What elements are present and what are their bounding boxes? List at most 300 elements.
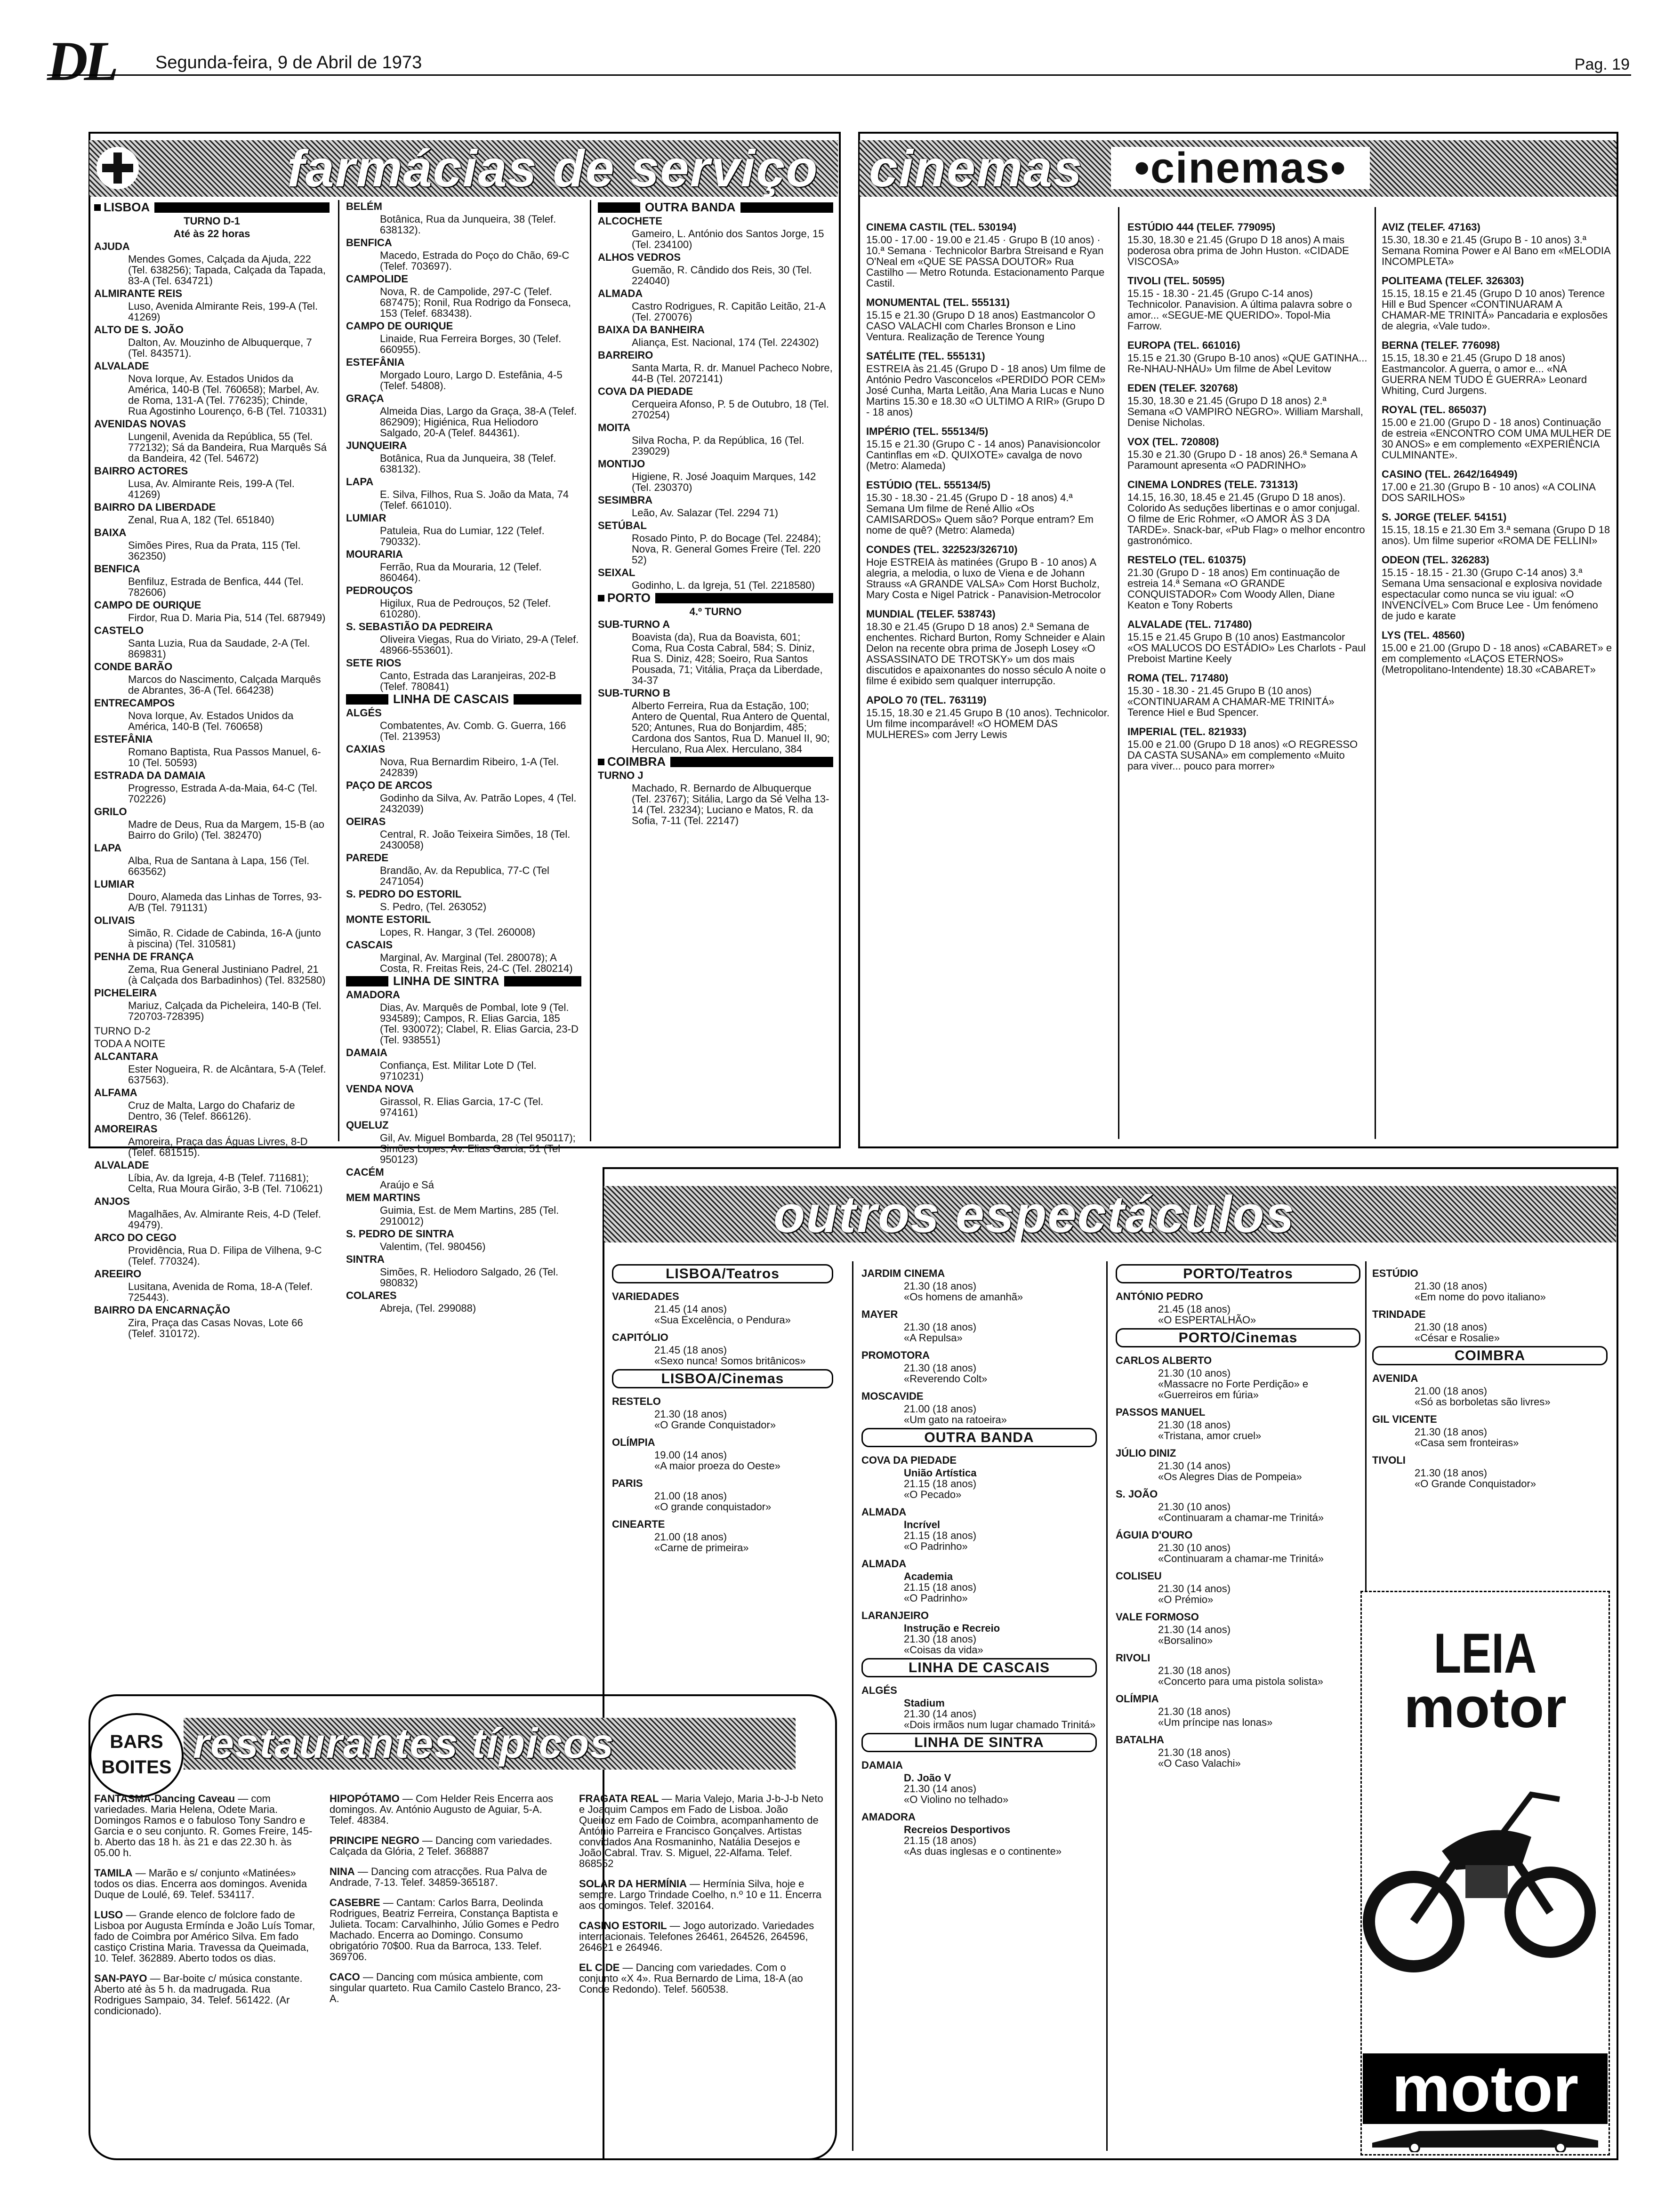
restaurant-name: TAMILA [94,1867,133,1879]
show-detail: 21.45 (18 anos) [654,1344,727,1356]
show-detail: 21.30 (18 anos) [1158,1419,1231,1431]
pharmacy-entry: Líbia, Av. da Igreja, 4-B (Telef. 711681); Celta, Rua Moura Girão, 3-B (Tel. 710621) [128,1172,323,1194]
farmacias-column-2 [346,200,581,1315]
pharmacy-area: BAIRRO ACTORES [94,465,188,477]
cinema-listing: 15.30 - 18.30 - 21.45 (Grupo D - 18 anos) 4.ª Semana Um filme de René Allio «Os CAMISARDOS» Quem são? Porque entram? Em nome de quê? (Metro: Alameda) [866,492,1094,536]
ad-motor-logo: motor [1363,2053,1608,2124]
show-detail: 21.30 (14 anos) [1158,1460,1231,1472]
pharmacy-area: AVENIDAS NOVAS [94,418,186,430]
venue-name: OLÍMPIA [1116,1693,1159,1705]
venue-name: TIVOLI [1372,1454,1406,1466]
show-detail: 21.30 (18 anos) [904,1362,977,1374]
pharmacy-area: CAMPO DE OURIQUE [94,599,201,611]
pharmacy-entry: Morgado Louro, Largo D. Estefânia, 4-5 (Telef. 54808). [380,369,563,392]
pharmacy-entry: Godinho da Silva, Av. Patrão Lopes, 4 (Tel. 2432039) [380,792,577,815]
issue-date: Segunda-feira, 9 de Abril de 1973 [155,53,422,72]
show-detail: «Um príncipe nas lonas» [1158,1716,1273,1728]
farmacias-column-1 [94,200,330,1341]
cinema-name: APOLO 70 (TEL. 763119) [866,694,987,706]
pharmacy-area: S. PEDRO DO ESTORIL [346,888,462,900]
cinema-listing: ESTREIA às 21.45 (Grupo D - 18 anos) Um filme de António Pedro Vasconcelos «PERDIDO POR CEM» José Cunha, Marta Leitão, Ana Maria Lucas e Nuno Martins 15.30 e 18.30 «O ÚLTIMO A RIR» (Grupo D - 18 anos) [866,363,1106,418]
venue-name: ESTÚDIO [1372,1267,1418,1279]
cinema-listing: 15.30, 18.30 e 21.45 (Grupo D 18 anos) 2.ª Semana «O VAMPIRO NEGRO». William Marshall, Denise Nicholas. [1127,395,1363,428]
pharmacy-area: AREEIRO [94,1268,142,1280]
restaurantes-column-1 [94,1793,320,2026]
venue-name: PROMOTORA [861,1349,930,1361]
cinema-listing: 17.00 e 21.30 (Grupo B - 10 anos) «A COLINA DOS SARILHOS» [1382,481,1595,504]
pharmacy-area: ALGÉS [346,707,382,719]
restaurant-entry: CACO — Dancing com música ambiente, com singular quarteto. Rua Camilo Castelo Branco, 23-A. [330,1971,561,2004]
venue-name: VARIEDADES [612,1290,679,1302]
restaurant-entry: FRAGATA REAL — Maria Valejo, Maria J-b-J-b Neto e Joaquim Campos em Fado de Lisboa. João Queiroz em Fado de Coimbra, acompanhamento de António Parreira e Francisco Gonçalves. Artistas convidados Ana Rosmaninho, Natália Desejos e João Cabral. Trav. S. Miguel, 22-Alfama. Telef. 868552 [579,1793,823,1869]
show-detail: 19.00 (14 anos) [654,1449,727,1461]
restaurant-description: Cantam: Carlos Barra, Deolinda Rodrigues, Beatriz Ferreira, Constança Baptista e Julieta. Tocam: Carvalhinho, Júlio Gomes e Pedro Machado. Encerra ao Domingo. Consumo obrigatório 70$00. Rua da Barroca, 133. Telef. 369706. [330,1897,559,1963]
pharmacy-area: PAÇO DE ARCOS [346,779,433,791]
pharmacy-area: BAIXA [94,527,127,538]
pharmacy-area: ENTRECAMPOS [94,697,175,709]
show-detail: «O Caso Valachi» [1158,1757,1241,1769]
show-detail: D. João V [904,1772,951,1784]
pharmacy-area: COLARES [346,1290,397,1301]
restaurantes-banner [184,1718,796,1770]
venue-name: RIVOLI [1116,1652,1150,1664]
pharmacy-entry: Zira, Praça das Casas Novas, Lote 66 (Telef. 310172). [128,1317,303,1339]
pharmacy-entry: Providência, Rua D. Filipa de Vilhena, 9-C (Telef. 770324). [128,1244,322,1267]
show-detail: «Os homens de amanhã» [904,1291,1023,1303]
pharmacy-area: MONTIJO [598,458,645,470]
pharmacy-area: AJUDA [94,240,130,252]
pharmacy-area: CAXIAS [346,743,386,755]
cinema-listing: 15.00 e 21.00 (Grupo D 18 anos) «O REGRESSO DA CASTA SUSANA» em complemento «Muito para viver... pouco para morrer» [1127,738,1358,772]
pharmacy-entry: Madre de Deus, Rua da Margem, 15-B (ao Bairro do Grilo) (Tel. 382470) [128,818,324,841]
cinema-name: CASINO (TEL. 2642/164949) [1382,468,1518,480]
venue-name: CARLOS ALBERTO [1116,1354,1212,1366]
cinema-name: ROMA (TEL. 717480) [1127,672,1229,684]
venue-name: VALE FORMOSO [1116,1611,1199,1623]
pharmacy-area: OLIVAIS [94,914,135,926]
restaurant-entry: SOLAR DA HERMÍNIA — Hermínia Silva, hoje e sempre. Largo Trindade Coelho, n.º 10 e 11. Encerra aos domingos. Telef. 320164. [579,1878,822,1911]
cinema-name: EUROPA (TEL. 661016) [1127,339,1240,351]
pharmacy-entry: Abreja, (Tel. 299088) [380,1302,476,1314]
restaurant-name: SAN-PAYO [94,1972,147,1984]
pharmacy-area: SUB-TURNO A [598,618,670,630]
cinema-listing: 14.15, 16.30, 18.45 e 21.45 (Grupo D 18 anos). Colorido As seduções libertinas e o amor conjugal. O filme de Eric Rohmer, «O AMOR ÀS 3 DA TARDE». Snack-bar, «Pub Flag» o melhor encontro gastronómico. [1127,491,1365,546]
pharmacy-entry: Guemão, R. Cândido dos Reis, 30 (Tel. 224040) [632,264,812,287]
cinema-name: IMPÉRIO (TEL. 555134/5) [866,425,989,437]
cinema-listing: 15.00 e 21.00 (Grupo D - 18 anos) Continuação de estreia «ENCONTRO COM UMA MULHER DE 30 ANOS» e em complemento «EXPERIÊNCIA CULMINANTE». [1382,417,1611,461]
show-detail: «As duas inglesas e o continente» [904,1845,1062,1857]
show-detail: «O Padrinho» [904,1592,968,1604]
restaurant-description: Dancing com variedades. Com o conjunto «X 4». Rua Bernardo de Lima, 18-A (ao Conde Redondo). Telef. 560538. [579,1962,803,1995]
venue-name: AVENIDA [1372,1372,1418,1384]
pharmacy-cross-icon [97,147,139,189]
pharmacy-entry: Girassol, R. Elias Garcia, 17-C (Tel. 974161) [380,1096,544,1118]
turno-d2-hours: TODA A NOITE [94,1038,166,1050]
cinema-name: CINEMA CASTIL (TEL. 530194) [866,221,1017,233]
pharmacy-entry: Oliveira Viegas, Rua do Viriato, 29-A (Telef. 48966-553601). [380,633,579,656]
pharmacy-area: BENFICA [94,563,140,575]
pharmacy-area: GRILO [94,806,127,817]
pharmacy-area: CASCAIS [346,939,393,951]
venue-name: RESTELO [612,1395,661,1407]
show-detail: 21.30 (18 anos) [1415,1321,1488,1333]
restaurant-name: NINA [330,1866,355,1877]
show-detail: 21.30 (18 anos) [1415,1467,1488,1479]
show-detail: 21.00 (18 anos) [904,1403,977,1415]
outros-banner-text: outros espectáculos [773,1186,1295,1242]
pharmacy-entry: Firdor, Rua D. Maria Pia, 514 (Tel. 687949) [128,612,326,624]
pharmacy-area: CAMPOLIDE [346,273,408,285]
restaurant-description: com variedades. Maria Helena, Odete Maria. Domingos Ramos e o fabuloso Tony Sandro e Garcia e o seu conjunto. R. Gomes Freire, 145-b. Aberto das 18 h. às 21 e das 22.30 h. às 05.00 h. [94,1793,313,1859]
turno-d2: TURNO D-2 [94,1025,151,1037]
pharmacy-entry: Guimia, Est. de Mem Martins, 285 (Tel. 2910012) [380,1204,559,1227]
cinema-listing: 15.15 - 18.15 - 21.30 (Grupo C-14 anos) 3.ª Semana Uma sensacional e explosiva novidade espectacular como nunca se viu igual: «O INVENCÍVEL» Com Bruce Lee - Um fenómeno de judo e karate [1382,567,1602,622]
pharmacy-area: BAIRRO DA ENCARNAÇÃO [94,1304,230,1316]
cinema-name: ESTÚDIO (TEL. 555134/5) [866,479,991,491]
pharmacy-area: CAMPO DE OURIQUE [346,320,453,332]
pharmacy-area: CACÉM [346,1166,384,1178]
restaurant-description: Marão e s/ conjunto «Matinées» todos os dias. Encerra aos domingos. Avenida Duque de Loulé, 69. Telef. 534117. [94,1867,307,1900]
pharmacy-area: BELÉM [346,200,382,212]
venue-name: ALGÉS [861,1684,897,1696]
ad-motor-text: motor [1404,1675,1567,1739]
linha-cascais-heading: LINHA DE CASCAIS [346,694,581,705]
pharmacy-entry: Nova Iorque, Av. Estados Unidos da América, 140-B (Tel. 760658) [128,710,294,732]
venue-name: LARANJEIRO [861,1610,929,1621]
cinema-name: AVIZ (TELEF. 47163) [1382,221,1480,233]
pharmacy-area: MEM MARTINS [346,1192,420,1203]
outros-banner [604,1186,1616,1242]
coimbra-heading: COIMBRA [1372,1346,1608,1365]
pharmacy-area: VENDA NOVA [346,1083,414,1095]
cinema-listing: 15.15 e 21.30 (Grupo B-10 anos) «QUE GATINHA... Re-NHAU-NHAU» Um filme de Abel Levitow [1127,352,1367,375]
restaurant-description: Grande elenco de folclore fado de Lisboa por Augusta Ermínda e João Luís Tomar, fado de Coimbra por Américo Silva. Em fado castiço Cristina Maria. Travessa da Queimada, 10. Telef. 362889. Aberto todos os dias. [94,1909,315,1964]
pharmacy-area: ESTEFÂNIA [94,733,153,745]
pharmacy-entry: Amoreira, Praça das Águas Livres, 8-D (Telef. 681515). [128,1136,308,1158]
pharmacy-entry: Santa Marta, R. dr. Manuel Pacheco Nobre, 44-B (Tel. 2072141) [632,362,833,385]
show-detail: «Sua Excelência, o Pendura» [654,1314,791,1326]
cinema-listing: 15.15, 18.30 e 21.45 Grupo B (10 anos). Technicolor. Um filme incomparável! «O HOMEM DAS MULHERES» com Jerry Lewis [866,707,1110,740]
pharmacy-entry: Cruz de Malta, Largo do Chafariz de Dentro, 36 (Telef. 866126). [128,1099,295,1122]
restaurant-entry: PRINCIPE NEGRO — Dancing com variedades. Calçada da Glória, 2 Telef. 368887 [330,1835,553,1857]
pharmacy-area: S. PEDRO DE SINTRA [346,1228,454,1240]
pharmacy-entry: E. Silva, Filhos, Rua S. João da Mata, 74 (Telef. 661010). [380,489,569,511]
show-detail: 21.30 (18 anos) [1158,1747,1231,1758]
show-detail: 21.15 (18 anos) [904,1478,977,1490]
pharmacy-area: ARCO DO CEGO [94,1232,177,1243]
lisboa-heading: LISBOA [94,202,330,213]
venue-name: PARIS [612,1477,643,1489]
pharmacy-area: GRAÇA [346,393,384,404]
show-detail: 21.30 (14 anos) [904,1783,977,1795]
outros-column-3 [1116,1261,1360,1769]
restaurant-name: FANTASMA-Dancing Caveau [94,1793,235,1804]
pharmacy-entry: Linaide, Rua Ferreira Borges, 30 (Telef. 660955). [380,333,562,355]
linha-sintra-heading: LINHA DE SINTRA [346,976,581,986]
pharmacy-area: BARREIRO [598,349,653,361]
cinema-name: SATÉLITE (TEL. 555131) [866,350,985,362]
outros-column-4 [1372,1261,1608,1489]
show-detail: «Tristana, amor cruel» [1158,1430,1262,1442]
pharmacy-entry: Botânica, Rua da Junqueira, 38 (Telef. 638132). [380,452,556,475]
pharmacy-area: SESIMBRA [598,494,653,506]
cinemas-banner-text: cinemas [869,140,1083,197]
linha-sintra-heading: LINHA DE SINTRA [861,1733,1097,1752]
pharmacy-entry: Ester Nogueira, R. de Alcântara, 5-A (Telef. 637563). [128,1063,326,1086]
page-number: Pag. 19 [1574,56,1630,73]
show-detail: «Continuaram a chamar-me Trinitá» [1158,1553,1324,1564]
venue-name: JÚLIO DINIZ [1116,1447,1176,1459]
pharmacy-area: MOITA [598,422,631,433]
venue-name: MOSCAVIDE [861,1390,924,1402]
restaurant-entry: SAN-PAYO — Bar-boite c/ música constante. Aberto até às 5 h. da madrugada. Rua Rodrigues Sampaio, 34. Telef. 561422. (Ar condicionado). [94,1972,303,2017]
pharmacy-entry: Simão, R. Cidade de Cabinda, 16-A (junto à piscina) (Tel. 310581) [128,927,321,950]
show-detail: 21.00 (18 anos) [654,1531,727,1543]
cinema-listing: 15.15, 18.15 e 21.30 Em 3.ª semana (Grupo D 18 anos). Um filme superior «ROMA DE FELLINI» [1382,524,1610,546]
show-detail: «O Padrinho» [904,1540,968,1552]
pharmacy-area: LUMIAR [94,878,135,890]
pharmacy-entry: Gil, Av. Miguel Bombarda, 28 (Tel 950117); Simões Lopes, Av. Elias Garcia, 51 (Tel 950123) [380,1132,576,1165]
pharmacy-area: ALTO DE S. JOÃO [94,324,184,336]
pharmacy-entry: Mendes Gomes, Calçada da Ajuda, 222 (Tel. 638256); Tapada, Calçada da Tapada, 83-A (Tel. 634721) [128,253,326,287]
show-detail: 21.30 (10 anos) [1158,1501,1231,1513]
restaurant-entry: EL CIDE — Dancing com variedades. Com o conjunto «X 4». Rua Bernardo de Lima, 18-A (ao Conde Redondo). Telef. 560538. [579,1962,803,1995]
cinema-listing: 15.00 e 21.00 (Grupo D - 18 anos) «CABARET» e em complemento «LAÇOS ETERNOS» (Metropolitano-Intendente) 18.30 «CABARET» [1382,642,1612,675]
pharmacy-entry: Canto, Estrada das Laranjeiras, 202-B (Telef. 780841) [380,670,556,692]
cinema-name: BERNA (TELEF. 776098) [1382,339,1500,351]
show-detail: «Em nome do povo italiano» [1415,1291,1546,1303]
venue-name: ALMADA [861,1506,907,1518]
cinema-listing: 15.00 - 17.00 - 19.00 e 21.45 · Grupo B (10 anos) · 10.ª Semana · Technicolor Barbra Streisand e Ryan O'Neal em «QUE SE PASSA DOUTOR» Rua Castilho — Metro Rotunda. Estacionamento Parque Castil. [866,234,1105,289]
restaurant-name: CASINO ESTORIL [579,1920,667,1931]
pharmacy-area: S. SEBASTIÃO DA PEDREIRA [346,621,493,633]
cinema-name: ALVALADE (TEL. 717480) [1127,618,1252,630]
pharmacy-area: PICHELEIRA [94,987,157,999]
restaurant-entry: CASEBRE — Cantam: Carlos Barra, Deolinda Rodrigues, Beatriz Ferreira, Constança Baptista e Julieta. Tocam: Carvalhinho, Júlio Gomes e Pedro Machado. Encerra ao Domingo. Consumo obrigatório 70$00. Rua da Barroca, 133. Telef. 369706. [330,1897,559,1963]
show-detail: «César e Rosalie» [1415,1332,1500,1344]
show-detail: União Artística [904,1467,977,1479]
pharmacy-entry: Castro Rodrigues, R. Capitão Leitão, 21-A (Tel. 270076) [632,300,825,323]
restaurant-name: CACO [330,1971,360,1983]
venue-name: ÁGUIA D'OURO [1116,1529,1193,1541]
venue-name: BATALHA [1116,1734,1165,1746]
pharmacy-area: ALHOS VEDROS [598,251,681,263]
show-detail: «Só as borboletas são livres» [1415,1396,1551,1408]
show-detail: 21.30 (18 anos) [1158,1665,1231,1676]
pharmacy-area: ANJOS [94,1195,130,1207]
pharmacy-area: CASTELO [94,625,144,636]
pharmacy-entry: Nova Iorque, Av. Estados Unidos da América, 140-B (Tel. 760658); Marbel, Av. de Roma, 131-A (Tel. 776235); Chinde, Rua Agostinho Lourenço, 6-B (Tel. 710331) [128,373,327,417]
venue-name: CINEARTE [612,1518,665,1530]
show-detail: 21.30 (18 anos) [1415,1426,1488,1438]
pharmacy-area: JUNQUEIRA [346,440,407,451]
restaurantes-banner-text: restaurantes típicos [193,1720,615,1767]
show-detail: «Continuaram a chamar-me Trinitá» [1158,1512,1324,1523]
column-divider [338,200,339,1141]
restaurant-description: Maria Valejo, Maria J-b-J-b Neto e Joaquim Campos em Fado de Lisboa. João Queiroz em Fado de Coimbra, acompanhamento de António Parreira e Francisco Gonçalves. Artistas convidados Ana Rosmaninho, Natália Desejos e João Cabral. Trav. S. Miguel, 22-Alfama. Telef. 868552 [579,1793,823,1869]
porto-turno: 4.º TURNO [689,606,742,617]
show-detail: «Casa sem fronteiras» [1415,1437,1519,1449]
column-divider [1118,207,1119,1139]
cinema-name: S. JORGE (TELEF. 54151) [1382,511,1507,523]
restaurantes-column-2 [330,1793,570,2013]
pharmacy-entry: Godinho, L. da Igreja, 51 (Tel. 2218580) [632,579,815,591]
show-detail: Academia [904,1571,953,1582]
pharmacy-area: AMADORA [346,989,400,1001]
pharmacy-area: AMOREIRAS [94,1123,158,1135]
cinema-listing: 15.30 - 18.30 - 21.45 Grupo B (10 anos) «CONTINUARAM A CHAMAR-ME TRINITÁ» Terence Hiel e Bud Spencer. [1127,685,1335,718]
column-divider [1375,207,1376,1139]
pharmacy-area: BENFICA [346,237,392,248]
cinema-name: VOX (TEL. 720808) [1127,436,1219,448]
show-detail: 21.30 (14 anos) [904,1708,977,1720]
pharmacy-area: CONDE BARÃO [94,661,173,673]
motorcycle-illustration [1362,1743,1607,1988]
cinema-name: ESTÚDIO 444 (TELEF. 779095) [1127,221,1276,233]
show-detail: «Concerto para uma pistola solista» [1158,1675,1323,1687]
pharmacy-area: LAPA [346,476,374,488]
show-detail: 21.30 (10 anos) [1158,1367,1231,1379]
show-detail: 21.30 (10 anos) [1158,1542,1231,1554]
venue-name: CAPITÓLIO [612,1331,668,1343]
porto-teatros-heading: PORTO/Teatros [1116,1264,1360,1283]
restaurant-name: CASEBRE [330,1897,380,1908]
pharmacy-entry: Mariuz, Calçada da Picheleira, 140-B (Tel. 720703-728395) [128,1000,322,1022]
show-detail: 21.00 (18 anos) [654,1490,727,1502]
pharmacy-area: ALCOCHETE [598,215,662,227]
pharmacy-area: ESTEFÂNIA [346,356,405,368]
restaurant-description: Dancing com variedades. Calçada da Glória, 2 Telef. 368887 [330,1835,553,1857]
cinema-name: IMPERIAL (TEL. 821933) [1127,726,1247,737]
venue-name: PASSOS MANUEL [1116,1406,1206,1418]
restaurant-entry: TAMILA — Marão e s/ conjunto «Matinées» todos os dias. Encerra aos domingos. Avenida Duque de Loulé, 69. Telef. 534117. [94,1867,307,1900]
restaurant-entry: HIPOPÓTAMO — Com Helder Reis Encerra aos domingos. Av. António Augusto de Aguiar, 5-A. Telef. 48384. [330,1793,554,1826]
lisboa-cinemas-heading: LISBOA/Cinemas [612,1369,833,1388]
cinema-listing: Hoje ESTREIA às matinées (Grupo B - 10 anos) A alegria, a melodia, o luxo de Viena e de Johann Strauss «A GRANDE VALSA» Com Horst Bucholz, Mary Costa e Nigel Patrick - Panavision-Metrocolor [866,556,1101,601]
show-detail: «O grande conquistador» [654,1501,772,1513]
pharmacy-entry: Alberto Ferreira, Rua da Estação, 100; Antero de Quental, Rua Antero de Quental, 520; Antunes, Rua do Bonjardim, 485; Cardona dos Santos, Rua D. Manuel II, 90; Herculano, Rua Alex. Herculano, 384 [632,700,830,755]
show-detail: 21.30 (18 anos) [1415,1280,1488,1292]
pharmacy-area: QUELUZ [346,1119,389,1131]
pharmacy-entry: Lungenil, Avenida da República, 55 (Tel. 772132); Sá da Bandeira, Rua Marquês Sá da Bandeira, 42 (Tel. 54672) [128,431,327,464]
pharmacy-entry: Benfiluz, Estrada de Benfica, 444 (Tel. 782606) [128,576,304,598]
pharmacy-area: ESTRADA DA DAMAIA [94,769,206,781]
pharmacy-entry: Luso, Avenida Almirante Reis, 199-A (Tel. 41269) [128,300,318,323]
pharmacy-entry: Boavista (da), Rua da Boavista, 601; Coma, Rua Costa Cabral, 584; S. Diniz, Rua S. Diniz, 428; Soeiro, Rua Santos Pousada, 71; Vitália, Praça da Liberdade, 34-37 [632,631,823,686]
turno-d1-hours: Até às 22 horas [173,228,250,240]
restaurant-name: EL CIDE [579,1962,620,1973]
turno-d1: TURNO D-1 [184,215,240,227]
cinema-name: CINEMA LONDRES (TELE. 731313) [1127,479,1298,490]
show-detail: 21.30 (18 anos) [904,1633,977,1645]
venue-name: COLISEU [1116,1570,1162,1582]
cinema-name: POLITEAMA (TELEF. 326303) [1382,275,1524,287]
pharmacy-area: MONTE ESTORIL [346,914,431,925]
venue-name: COVA DA PIEDADE [861,1454,957,1466]
pharmacy-entry: Confiança, Est. Militar Lote D (Tel. 9710231) [380,1059,537,1082]
show-detail: Incrível [904,1519,941,1531]
cinema-name: LYS (TEL. 48560) [1382,629,1465,641]
pharmacy-area: ALVALADE [94,360,149,372]
pharmacy-entry: Simões, R. Heliodoro Salgado, 26 (Tel. 980832) [380,1266,559,1289]
restaurant-entry: CASINO ESTORIL — Jogo autorizado. Variedades internacionais. Telefones 26461, 264526, 264596, 264621 e 264946. [579,1920,814,1953]
pharmacy-area: SEIXAL [598,567,635,578]
restaurant-description: Dancing com atracções. Rua Palva de Andrade, 7-13. Telef. 34859-365187. [330,1866,547,1888]
farmacias-banner [89,140,838,197]
pharmacy-entry: S. Pedro, (Tel. 263052) [380,901,487,913]
pharmacy-area: BAIRRO DA LIBERDADE [94,501,216,513]
venue-name: TRINDADE [1372,1308,1426,1320]
pharmacy-entry: Combatentes, Av. Comb. G. Guerra, 166 (Tel. 213953) [380,720,566,742]
show-detail: «O Violino no telhado» [904,1794,1009,1805]
restaurantes-column-3 [579,1793,824,2004]
show-detail: Instrução e Recreio [904,1622,1000,1634]
pharmacy-entry: Marginal, Av. Marginal (Tel. 280078); A Costa, R. Freitas Reis, 24-C (Tel. 280214) [380,952,573,974]
pharmacy-entry: Brandão, Av. da Republica, 77-C (Tel 2471054) [380,865,549,887]
pharmacy-entry: Aliança, Est. Nacional, 174 (Tel. 224302) [632,337,819,348]
porto-heading: PORTO [598,593,833,603]
pharmacy-area: MOURARIA [346,548,403,560]
cinema-listing: 15.15, 18.30 e 21.45 (Grupo D 18 anos) Eastmancolor. A guerra, o amor e... «NA GUERRA NEM TUDO É GUERRA» Leonard Whiting, Curd Jurgens. [1382,352,1587,396]
pharmacy-entry: Gameiro, L. António dos Santos Jorge, 15 (Tel. 234100) [632,228,824,250]
show-detail: 21.45 (18 anos) [1158,1303,1231,1315]
restaurant-entry: LUSO — Grande elenco de folclore fado de Lisboa por Augusta Ermínda e João Luís Tomar, fado de Coimbra por Américo Silva. Em fado castiço Cristina Maria. Travessa da Queimada, 10. Telef. 362889. Aberto todos os dias. [94,1909,315,1964]
restaurant-description: Jogo autorizado. Variedades internacionais. Telefones 26461, 264526, 264596, 264621 e 264946. [579,1920,814,1953]
pharmacy-entry: Macedo, Estrada do Poço do Chão, 69-C (Telef. 703697). [380,249,570,272]
show-detail: 21.30 (18 anos) [1158,1706,1231,1717]
show-detail: «Reverendo Colt» [904,1373,988,1385]
pharmacy-entry: Romano Baptista, Rua Passos Manuel, 6-10 (Tel. 50593) [128,746,321,769]
show-detail: «O ESPERTALHÃO» [1158,1314,1256,1326]
farmacias-banner-text: farmácias de serviço [287,140,819,197]
show-detail: «Um gato na ratoeira» [904,1414,1007,1426]
restaurant-entry: FANTASMA-Dancing Caveau — com variedades. Maria Helena, Odete Maria. Domingos Ramos e o fabuloso Tony Sandro e Garcia e o seu conjunto. R. Gomes Freire, 145-b. Aberto das 18 h. às 21 e das 22.30 h. às 05.00 h. [94,1793,313,1859]
cinema-name: MUNDIAL (TELEF. 538743) [866,608,996,620]
pharmacy-entry: Santa Luzia, Rua da Saudade, 2-A (Tel. 869831) [128,637,310,660]
pharmacy-entry: Higilux, Rua de Pedrouços, 52 (Telef. 610280). [380,597,551,620]
restaurant-description: Com Helder Reis Encerra aos domingos. Av. António Augusto de Aguiar, 5-A. Telef. 48384. [330,1793,554,1826]
restaurant-entry: NINA — Dancing com atracções. Rua Palva de Andrade, 7-13. Telef. 34859-365187. [330,1866,547,1888]
show-detail: «Coisas da vida» [904,1644,983,1656]
outros-column-2 [861,1261,1097,1857]
venue-name: GIL VICENTE [1372,1413,1437,1425]
show-detail: 21.00 (18 anos) [1415,1385,1488,1397]
pharmacy-area: OEIRAS [346,816,386,827]
pharmacy-entry: Botânica, Rua da Junqueira, 38 (Telef. 638132). [380,213,556,236]
cinema-name: ODEON (TEL. 326283) [1382,554,1489,566]
column-divider [1106,1261,1108,2151]
show-detail: «A Repulsa» [904,1332,963,1344]
cinemas-column-3 [1382,214,1612,683]
pharmacy-area: TURNO J [598,769,643,781]
restaurant-name: FRAGATA REAL [579,1793,659,1804]
cinemas-title: •cinemas• [1111,147,1370,189]
outra-banda-heading: OUTRA BANDA [861,1428,1097,1447]
pharmacy-area: SUB-TURNO B [598,687,670,699]
pharmacy-entry: Central, R. João Teixeira Simões, 18 (Tel. 2430058) [380,828,571,851]
pharmacy-entry: Marcos do Nascimento, Calçada Marquês de Abrantes, 36-A (Tel. 664238) [128,673,321,696]
show-detail: «Dois irmãos num lugar chamado Trinitá» [904,1719,1096,1731]
pharmacy-entry: Cerqueira Afonso, P. 5 de Outubro, 18 (Tel. 270254) [632,398,829,421]
show-detail: Stadium [904,1697,945,1709]
pharmacy-area: LUMIAR [346,512,386,524]
pharmacy-entry: Progresso, Estrada A-da-Maia, 64-C (Tel. 702226) [128,782,318,805]
cinema-name: ROYAL (TEL. 865037) [1382,404,1487,416]
pharmacy-entry: Almeida Dias, Largo da Graça, 38-A (Telef. 862909); Higiénica, Rua Heliodoro Salgado, 20-A (Telef. 844361). [380,405,577,439]
pharmacy-area: SETÚBAL [598,520,647,531]
pharmacy-entry: Lopes, R. Hangar, 3 (Tel. 260008) [380,926,536,938]
show-detail: 21.15 (18 anos) [904,1530,977,1541]
